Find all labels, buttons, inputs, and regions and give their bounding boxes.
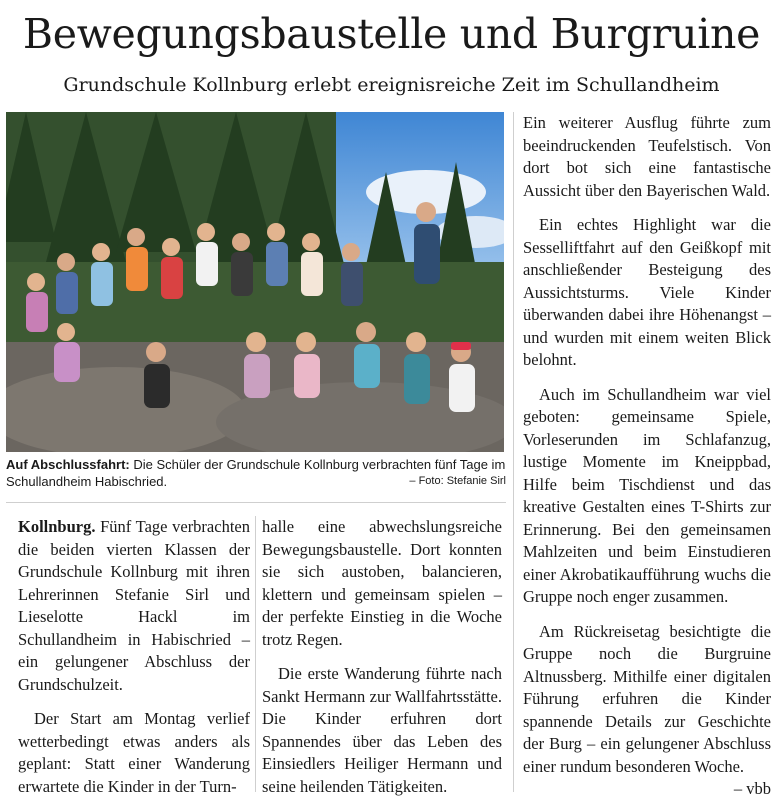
article-column-1: [18, 516, 250, 810]
group-photo: [6, 112, 504, 452]
article-column-3: [523, 112, 771, 801]
paragraph-7: Am Rückreisetag besichtigte die Gruppe noch die Burgruine Altnussberg. Mithilfe einer digitalen Führung erfuhren die Kinder spannende Details zur Geschichte der Burg – ein gelungener Abschluss einer rundum besonderen Woche. – vbb: [523, 621, 771, 779]
article-column-2: [262, 516, 502, 810]
photo-caption: [6, 456, 506, 490]
paragraph-2: Der Start am Montag verlief wetterbedingt etwas anders als geplant: Statt einer Wanderung erwartete die Kinder in der Turn-: [18, 709, 250, 796]
paragraph-2-continued: halle eine abwechslungsreiche Bewegungsbaustelle. Dort konnten sie sich austoben, balancieren, klettern und gemeinsam spielen – der perfekte Einstieg in die Woche trotz Regen.: [262, 517, 502, 649]
paragraph-3: Die erste Wanderung führte nach Sankt Hermann zur Wallfahrtsstätte. Die Kinder erfuhren dort Spannendes über das Leben des Einsiedlers Heiliger Hermann und seine heilenden Tätigkeiten.: [262, 664, 502, 796]
column-divider-right: [513, 112, 514, 792]
paragraph-6: Auch im Schullandheim war viel geboten: gemeinsame Spiele, Vorleserunden im Schlafanzug, lustige Momente im Kneippbad, Hilfe beim Tischdienst und das kreative Gestalten eines T-Shirts zur Erinnerung. Bei den gemeinsamen Mahlzeiten und beim Einstudieren einer Akrobatikaufführung wuchs die Gruppe noch enger zusammen.: [523, 384, 771, 606]
headline: Bewegungsbaustelle und Burgruine: [22, 10, 761, 58]
column-divider-left: [255, 516, 256, 792]
author-signature: – vbb: [733, 779, 771, 798]
paragraph-5: Ein echtes Highlight war die Sesselliftfahrt auf den Geißkopf mit anschließender Besteigung des Aussichtsturms. Viele Kinder überwanden dabei ihre Höhenangst – und wurden mit einem weiten Blick belohnt.: [523, 215, 771, 369]
paragraph-4: Ein weiterer Ausflug führte zum beeindruckenden Teufelstisch. Von dort bot sich eine fantastische Aussicht über den Bayerischen Wald.: [523, 113, 771, 200]
dateline: Kollnburg.: [18, 517, 96, 536]
photo-credit: – Foto: Stefanie Sirl: [409, 475, 506, 487]
caption-lead: Auf Abschlussfahrt:: [6, 457, 130, 472]
caption-divider: [6, 502, 506, 503]
subheadline: Grundschule Kollnburg erlebt ereignisreiche Zeit im Schullandheim: [63, 74, 720, 96]
paragraph-1: Kollnburg. Fünf Tage verbrachten die beiden vierten Klassen der Grundschule Kollnburg mit ihren Lehrerinnen Stefanie Sirl und Lieselotte Hackl im Schullandheim in Habischried – ein gelungener Abschluss der Grundschulzeit.: [18, 517, 250, 694]
caption-text: Die Schüler der Grundschule Kollnburg verbrachten fünf Tage im Schullandheim Habischried.: [6, 457, 506, 489]
